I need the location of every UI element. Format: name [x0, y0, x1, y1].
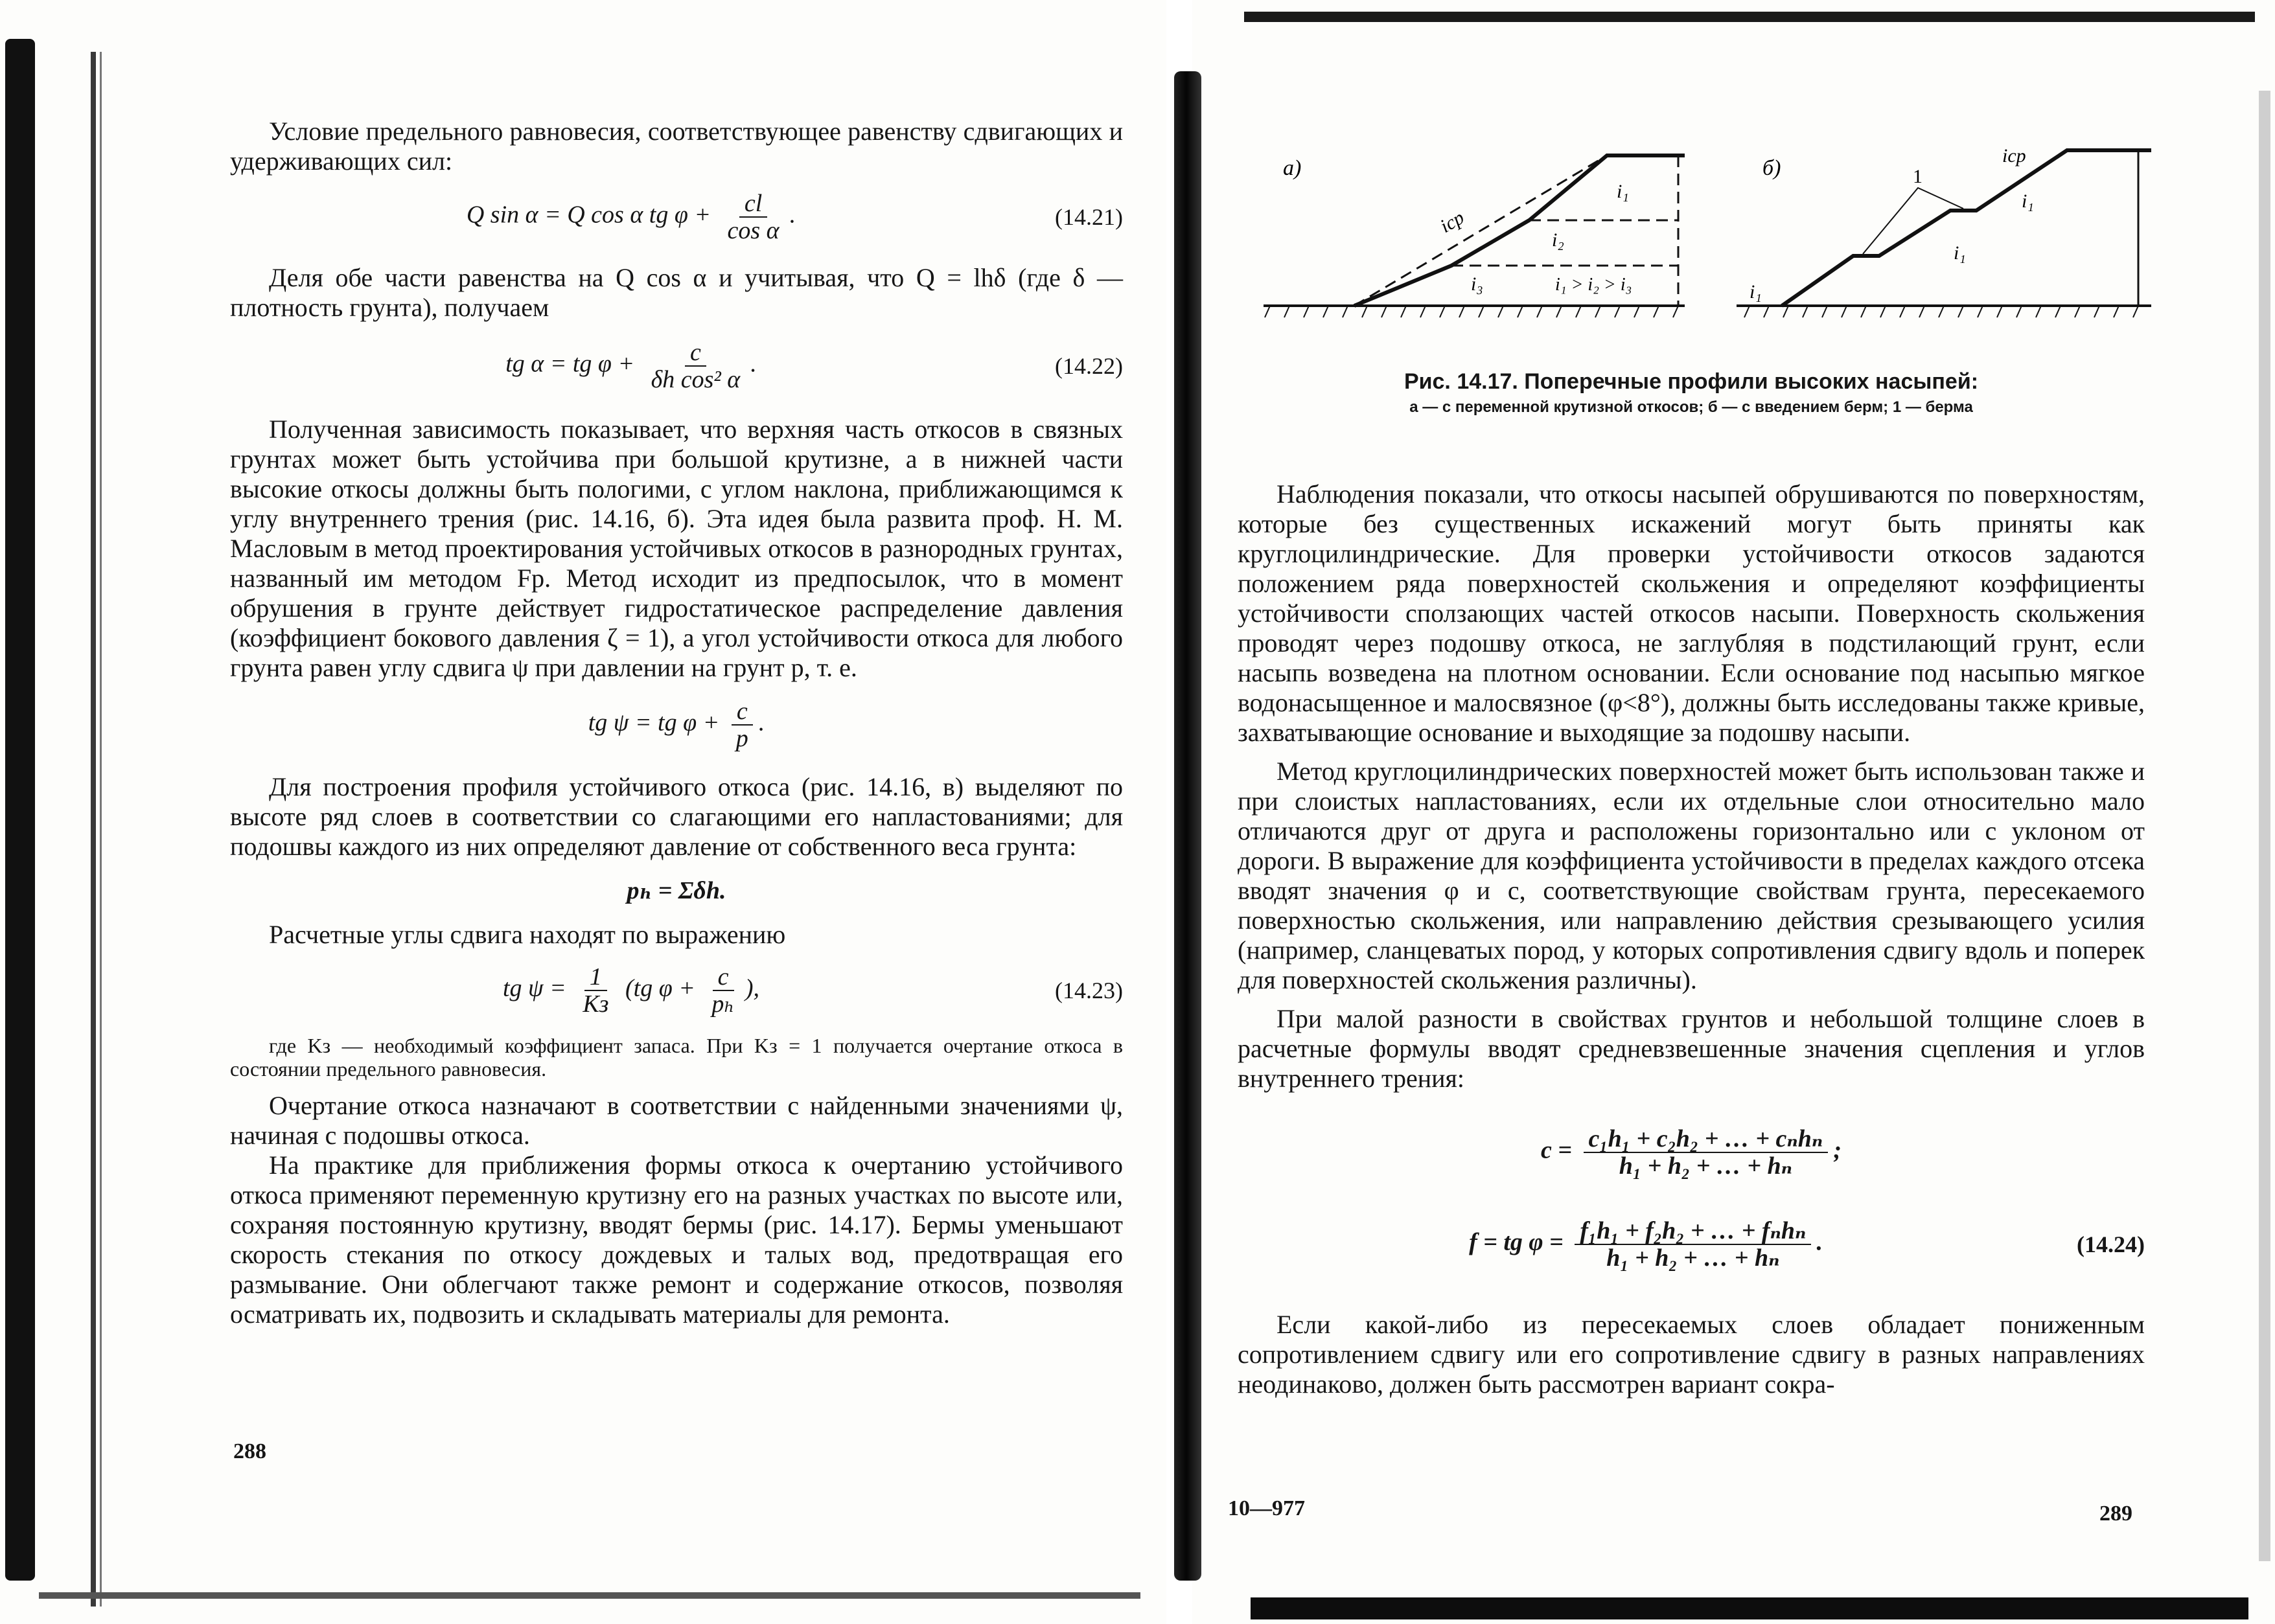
- equation-ph: [230, 876, 1123, 906]
- numerator: f₁h₁ + f₂h₂ + … + fₙhₙ: [1575, 1218, 1811, 1245]
- berm-pointer: [1863, 188, 1963, 254]
- label-i1: i₁: [2022, 190, 2034, 212]
- book-edge-bottom: [39, 1592, 1140, 1599]
- label-i3: i₃: [1471, 273, 1483, 295]
- label-berm: 1: [1913, 166, 1923, 187]
- fraction: [1584, 1126, 1829, 1179]
- book-edge-top: [1244, 12, 2255, 22]
- label-i-cp: iср: [2002, 145, 2026, 166]
- label-i1: i₁: [1617, 181, 1629, 202]
- paragraph: Расчетные углы сдвига находят по выражению: [269, 920, 786, 949]
- fraction: [722, 190, 785, 244]
- slope-with-berms: [1782, 150, 2151, 306]
- equation-lhs: c =: [1541, 1136, 1573, 1164]
- fraction: [731, 698, 754, 751]
- equation-14-23: [230, 964, 1123, 1017]
- fraction: [706, 964, 739, 1017]
- ground-hatching: [1265, 306, 1678, 317]
- denominator: δh cos² α: [651, 366, 741, 393]
- figure-title: Рис. 14.17. Поперечные профили высоких насыпей:: [1403, 369, 1979, 394]
- page-number-right: 289: [2099, 1502, 2132, 1526]
- equation-lhs: tg ψ = tg φ +: [588, 709, 720, 737]
- label-i2: i₂: [1552, 229, 1564, 251]
- denominator: p: [735, 725, 748, 752]
- slope-profile: [1354, 155, 1685, 306]
- fraction: [577, 964, 614, 1017]
- equation-number: (14.23): [1055, 978, 1123, 1003]
- page-edge-line: [100, 52, 102, 1607]
- figure-legend: а — с переменной крутизной откосов; б — с введением берм; 1 — берма: [1409, 398, 1973, 416]
- equation-middle: (tg φ +: [625, 974, 695, 1002]
- paragraph: На практике для приближения формы откоса к очертанию устойчивого откоса применяют переменную крутизну его на разных участках по высоте или, сохраняя постоянную крутизну, вводят бермы (рис. 14.17). Бермы уменьшают скорость стекания по откосу дождевых и талых вод, предотвращая его размывание. Они облегчают также ремонт и содержание откосов, позволяя осматривать их, подвозить и складывать материалы для ремонта.: [230, 1150, 1123, 1329]
- paragraph: Если какой-либо из пересекаемых слоев обладает пониженным сопротивлением сдвигу или его сопротивление сдвигу в разных направлениях неодинаково, должен быть рассмотрен вариант сокра-: [1238, 1310, 2145, 1399]
- figure-label-b: б): [1762, 156, 1781, 180]
- figure-b: [1737, 145, 2151, 317]
- footnote: где Kз — необходимый коэффициент запаса. При Kз = 1 получается очертание откоса в состоянии предельного равновесия.: [230, 1034, 1123, 1081]
- equation-tail: .: [758, 709, 765, 737]
- denominator: h₁ + h₂ + … + hₙ: [1619, 1152, 1793, 1180]
- equation-tg-psi: [230, 698, 1123, 751]
- book-edge-bottom: [1251, 1597, 2248, 1619]
- equation-14-22: [230, 339, 1123, 393]
- book-edge-left: [5, 39, 35, 1581]
- fraction: [646, 339, 746, 393]
- denominator: cos α: [727, 217, 780, 244]
- equation-14-21: [230, 190, 1123, 244]
- numerator: c: [713, 964, 734, 991]
- equation-number: (14.21): [1055, 204, 1123, 230]
- equation-tail: ;: [1833, 1136, 1842, 1164]
- label-i1: i₁: [1954, 242, 1966, 264]
- fraction: [1575, 1218, 1811, 1271]
- paragraph: Метод круглоцилиндрических поверхностей может быть использован также и при слоистых напластованиях, если их отдельные слои относительно мало отличаются друг от друга и расположены горизонтально или с уклоном от дороги. В выражение для коэффициента устойчивости в пределах каждого отсека вводят значения φ и c, соответствующие свойствам грунта, пересекаемого поверхностью скольжения, или направлению действия срезывающего усилия (например, сланцеватых пород, у которых сопротивления сдвигу вдоль и поперек для поверхностей скольжения различны).: [1238, 757, 2145, 994]
- page-edge-line: [91, 52, 96, 1607]
- numerator: c₁h₁ + c₂h₂ + … + cₙhₙ: [1584, 1126, 1829, 1153]
- equation-tail: ),: [745, 974, 759, 1002]
- equation-tail: .: [1816, 1228, 1823, 1256]
- equation-lhs: tg ψ =: [503, 974, 566, 1002]
- numerator: c: [732, 698, 753, 726]
- label-i1: i₁: [1750, 281, 1762, 303]
- paragraph: Деля обе части равенства на Q cos α и учитывая, что Q = lhδ (где δ — плотность грунта), получаем: [230, 263, 1123, 322]
- figure-caption: [1238, 369, 2145, 417]
- numerator: c: [685, 339, 706, 367]
- figure-label-a: а): [1283, 156, 1302, 180]
- label-inequality: i₁ > i₂ > i₃: [1555, 275, 1632, 295]
- book-spine: [1174, 71, 1201, 1581]
- equation-text: pₕ = Σδh.: [627, 877, 726, 904]
- equation-tail: .: [789, 201, 796, 229]
- denominator: pₕ: [711, 990, 735, 1018]
- denominator: h₁ + h₂ + … + hₙ: [1606, 1244, 1780, 1272]
- signature-mark: 10—977: [1228, 1496, 1305, 1520]
- equation-c-weighted: [1238, 1126, 2145, 1179]
- right-text-column: [1238, 479, 2145, 1399]
- equation-lhs: f = tg φ =: [1469, 1228, 1564, 1256]
- denominator: Kз: [583, 990, 609, 1018]
- embankment-figure: [1257, 136, 2164, 343]
- equation-number: (14.22): [1055, 353, 1123, 379]
- paragraph: Очертание откоса назначают в соответствии с найденными значениями ψ, начиная с подошвы откоса.: [230, 1091, 1123, 1150]
- figure-a: [1264, 155, 1685, 317]
- ground-hatching: [1744, 306, 2138, 317]
- equation-lhs: Q sin α = Q cos α tg φ +: [466, 201, 711, 229]
- page-number-left: 288: [233, 1439, 266, 1463]
- book-edge-right: [2259, 91, 2270, 1561]
- equation-lhs: tg α = tg φ +: [505, 350, 635, 378]
- equation-number: (14.24): [2077, 1231, 2145, 1257]
- label-i-cp: iср: [1437, 207, 1468, 238]
- numerator: cl: [739, 190, 767, 218]
- paragraph: Наблюдения показали, что откосы насыпей обрушиваются по поверхностям, которые без существенных искажений могут быть приняты как круглоцилиндрические. Для проверки устойчивости откосов задаются положением ряда поверхностей скольжения и определяют коэффициенты устойчивости сползающих частей откосов насыпи. Поверхность скольжения проводят через подошву откоса, не заглубляя в подстилающий грунт, если насыпь возведена на плотном основании. Если основание под насыпью мягкое водонасыщенное и малосвязное (φ<8°), должны быть исследованы также кривые, захватывающие основание и выходящие за подошву насыпи.: [1238, 479, 2145, 747]
- left-text-column: [230, 117, 1123, 1329]
- numerator: 1: [584, 964, 607, 991]
- paragraph: Условие предельного равновесия, соответствующее равенству сдвигающих и удерживающих сил:: [230, 117, 1123, 176]
- paragraph: При малой разности в свойствах грунтов и небольшой толщине слоев в расчетные формулы вводят средневзвешенные значения сцепления и углов внутреннего трения:: [1238, 1004, 2145, 1093]
- equation-tail: .: [750, 350, 757, 378]
- paragraph: Для построения профиля устойчивого откоса (рис. 14.16, в) выделяют по высоте ряд слоев в соответствии со слагающими его напластованиями; для подошвы каждого из них определяют давление от собственного веса грунта:: [230, 772, 1123, 861]
- paragraph: Полученная зависимость показывает, что верхняя часть откосов в связных грунтах может быть устойчива при большой крутизне, а в нижней части высокие откосы должны быть пологими, с углом наклона, приближающимся к углу внутреннего трения (рис. 14.16, б). Эта идея была развита проф. Н. М. Масловым в метод проектирования устойчивых откосов в разнородных грунтах, названный им методом Fp. Метод исходит из предпосылок, что в момент обрушения в грунте действует гидростатическое распределение давления (коэффициент бокового давления ζ = 1), а угол устойчивости откоса для любого грунта равен углу сдвига ψ при давлении на грунт p, т. е.: [230, 415, 1123, 682]
- equation-14-24: [1238, 1218, 2145, 1271]
